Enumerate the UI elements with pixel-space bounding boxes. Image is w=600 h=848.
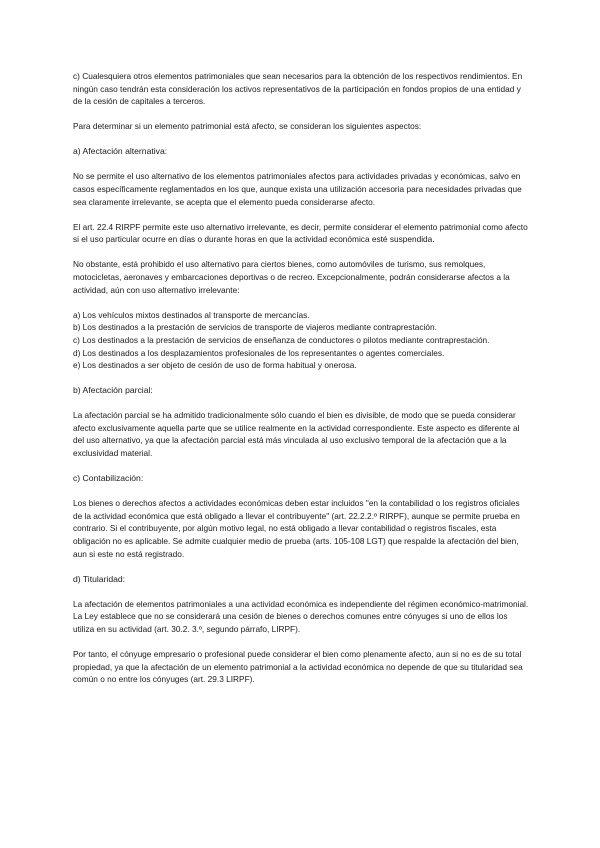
paragraph-aspects-intro: Para determinar si un elemento patrimonial está afecto, se consideran los siguientes aspectos: bbox=[73, 121, 422, 132]
paragraph-prohibited-goods: No obstante, está prohibido el uso alternativo para ciertos bienes, como automóviles de turismo, sus remolques, motocicletas, aeronaves y embarcaciones deportivas o de recreo. Excepcionalmente, podrán considerarse afectos a la actividad, aún con uso alternativo irrelevante: bbox=[73, 259, 510, 295]
heading-ownership: d) Titularidad: bbox=[73, 573, 126, 584]
heading-partial-use: b) Afectación parcial: bbox=[73, 385, 153, 396]
heading-alternative-use: a) Afectación alternativa: bbox=[73, 146, 168, 157]
paragraph-accounting: Los bienes o derechos afectos a actividades económicas deben estar incluidos "en la contabilidad o los registros oficiales de la actividad económica que está obligado a llevar el contribuyente" (art. 22.2.2.º RIRPF), aunque se permite prueba en contrario. Si el contribuyente, por algún motivo legal, no está obligado a llevar contabilidad o registros fiscales, esta obligación no es aplicable. Se admite cualquier medio de prueba (arts. 105-108 LGT) que respalde la afectación del bien, aun si este no está registrado. bbox=[73, 498, 520, 559]
heading-accounting: c) Contabilización: bbox=[73, 473, 144, 484]
list-item: a) Los vehículos mixtos destinados al transporte de mercancías. bbox=[73, 309, 310, 320]
list-item: b) Los destinados a la prestación de servicios de transporte de viajeros mediante contraprestación. bbox=[73, 322, 437, 333]
paragraph-other-elements: c) Cualesquiera otros elementos patrimoniales que sean necesarios para la obtención de los respectivos rendimientos. En ningún caso tendrán esta consideración los activos representativos de la participación en fondos propios de una entidad y de la cesión de capitales a terceros. bbox=[73, 71, 523, 107]
exceptions-list bbox=[73, 309, 529, 372]
paragraph-ownership: La afectación de elementos patrimoniales a una actividad económica es independiente del régimen económico-matrimonial. La Ley establece que no se considerará una cesión de bienes o derechos comunes entre cónyuges si uno de ellos los utiliza en su actividad (art. 30.2. 3.º, segundo párrafo, LIRPF). bbox=[73, 598, 529, 634]
paragraph-art-22-4: El art. 22.4 RIRPF permite este uso alternativo irrelevante, es decir, permite considerar el elemento patrimonial como afecto si el uso particular ocurre en días o durante horas en que la actividad económica esté suspendida. bbox=[73, 221, 528, 245]
paragraph-partial-use: La afectación parcial se ha admitido tradicionalmente sólo cuando el bien es divisible, de modo que se pueda considerar afecto exclusivamente aquella parte que se utilice realmente en la actividad correspondiente. Este aspecto es diferente al del uso alternativo, ya que la afectación parcial está más vinculada al uso exclusivo temporal de la afectación que a la exclusividad material. bbox=[73, 410, 520, 459]
list-item: e) Los destinados a ser objeto de cesión de uso de forma habitual y onerosa. bbox=[73, 360, 357, 371]
document-page bbox=[73, 70, 529, 698]
list-item: d) Los destinados a los desplazamientos profesionales de los representantes o agentes comerciales. bbox=[73, 347, 445, 358]
paragraph-alternative-use: No se permite el uso alternativo de los elementos patrimoniales afectos para actividades privadas y económicas, salvo en casos específicamente reglamentados en los que, aunque exista una utilización accesoria para necesidades privadas que sea claramente irrelevante, se acepta que el elemento pueda considerarse afecto. bbox=[73, 171, 522, 207]
list-item: c) Los destinados a la prestación de servicios de enseñanza de conductores o pilotos mediante contraprestación. bbox=[73, 334, 490, 345]
paragraph-spouse: Por tanto, el cónyuge empresario o profesional puede considerar el bien como plenamente afecto, aun si no es de su total propiedad, ya que la afectación de un elemento patrimonial a la actividad económica no depende de que su titularidad sea común o no entre los cónyuges (art. 29.3 LIRPF). bbox=[73, 649, 523, 685]
